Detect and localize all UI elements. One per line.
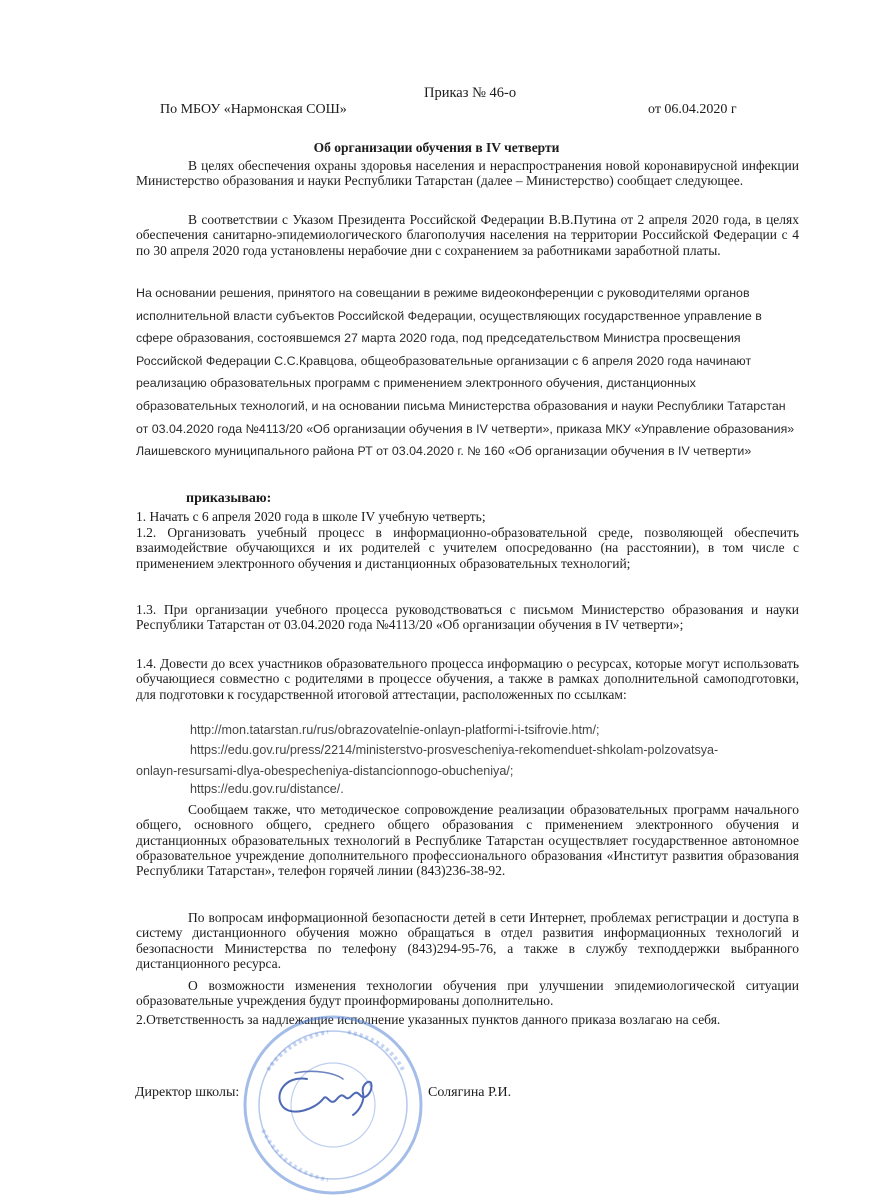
paragraph-epidemic: О возможности изменения технологии обучения при улучшении эпидемиологической ситуации образовательные учреждения будут проинформированы дополнительно.: [136, 978, 799, 1009]
director-signature: [265, 1065, 385, 1125]
resource-link-edu-distance[interactable]: https://edu.gov.ru/distance/.: [190, 782, 344, 796]
order-item-1: 1. Начать с 6 апреля 2020 года в школе IV учебную четверть;: [136, 509, 486, 524]
resource-link-mon[interactable]: http://mon.tatarstan.ru/rus/obrazovatelnie-onlayn-platformi-i-tsifrovie.htm/;: [190, 723, 600, 737]
order-item-1-2: 1.2. Организовать учебный процесс в информационно-образовательной среде, позволяющей обеспечить взаимодействие обучающихся и их родителей с учителем опосредованно (на расстоянии), в том числе с применением электронного обучения и дистанционных образовательных технологий;: [136, 525, 799, 571]
document-title: Об организации обучения в IV четверти: [313, 140, 560, 155]
director-name: Солягина Р.И.: [428, 1085, 512, 1100]
resource-link-edu-press-continued[interactable]: onlayn-resursami-dlya-obespecheniya-distancionnogo-obucheniya/;: [136, 764, 514, 778]
resource-link-edu-press[interactable]: https://edu.gov.ru/press/2214/ministerstvo-prosvescheniya-rekomenduet-shkolam-polzovatsya-: [190, 743, 719, 757]
paragraph-basis: На основании решения, принятого на совещании в режиме видеоконференции с руководителями органов исполнительной власти субъектов Российской Федерации, осуществляющих государственное управление в сфере образования, состоявшемся 27 марта 2020 года, под председательством Министра просвещения Российской Федерации С.С.Кравцова, общеобразовательные организации с 6 апреля 2020 года начинают реализацию образовательных программ с применением электронного обучения, дистанционных образовательных технологий, и на основании письма Министерства образования и науки Республики Татарстан от 03.04.2020 года №4113/20 «Об организации обучения в IV четверти», приказа МКУ «Управление образования» Лаишевского муниципального района РТ от 03.04.2020 г. № 160 «Об организации обучения в IV четверти»: [136, 286, 795, 459]
paragraph-methodical-support: Сообщаем также, что методическое сопровождение реализации образовательных программ начального общего, основного общего, среднего общего образования с применением электронного обучения и дистанционных образовательных технологий в Республике Татарстан осуществляет государственное автономное образовательное учреждение дополнительного профессионального образования «Институт развития образования Республики Татарстан», телефон горячей линии (843)236-38-92.: [136, 802, 799, 879]
organization-name: По МБОУ «Нармонская СОШ»: [160, 102, 347, 117]
paragraph-intro: В целях обеспечения охраны здоровья населения и нераспространения новой коронавирусной инфекции Министерство образования и науки Республики Татарстан (далее – Министерство) сообщает следующее.: [136, 158, 799, 189]
order-number: Приказ № 46-о: [424, 85, 517, 101]
order-item-1-4: 1.4. Довести до всех участников образовательного процесса информацию о ресурсах, которые могут использовать обучающиеся совместно с родителями в процессе обучения, а также в рамках дополнительной самоподготовки, для подготовки к государственной итоговой аттестации, расположенных по ссылкам:: [136, 656, 799, 702]
order-item-1-3: 1.3. При организации учебного процесса руководствоваться с письмом Министерство образования и науки Республики Татарстан от 03.04.2020 года №4113/20 «Об организации обучения в IV четверти»;: [136, 602, 799, 633]
order-date: от 06.04.2020 г: [648, 102, 737, 117]
signature-label: Директор школы:: [135, 1085, 240, 1100]
paragraph-security: По вопросам информационной безопасности детей в сети Интернет, проблемах регистрации и доступа в систему дистанционного обучения можно обращаться в отдел развития информационных технологий и безопасности Министерства по телефону (843)294-95-76, а также в службу техподдержки выбранного дистанционного ресурса.: [136, 910, 799, 971]
order-word: приказываю:: [186, 491, 272, 506]
paragraph-decree: В соответствии с Указом Президента Российской Федерации В.В.Путина от 2 апреля 2020 года, в целях обеспечения санитарно-эпидемиологического благополучия населения на территории Российской Федерации с 4 по 30 апреля 2020 года установлены нерабочие дни с сохранением за работниками заработной платы.: [136, 212, 799, 258]
order-item-2: 2.Ответственность за надлежащие исполнение указанных пунктов данного приказа возлагаю на себя.: [136, 1012, 721, 1027]
